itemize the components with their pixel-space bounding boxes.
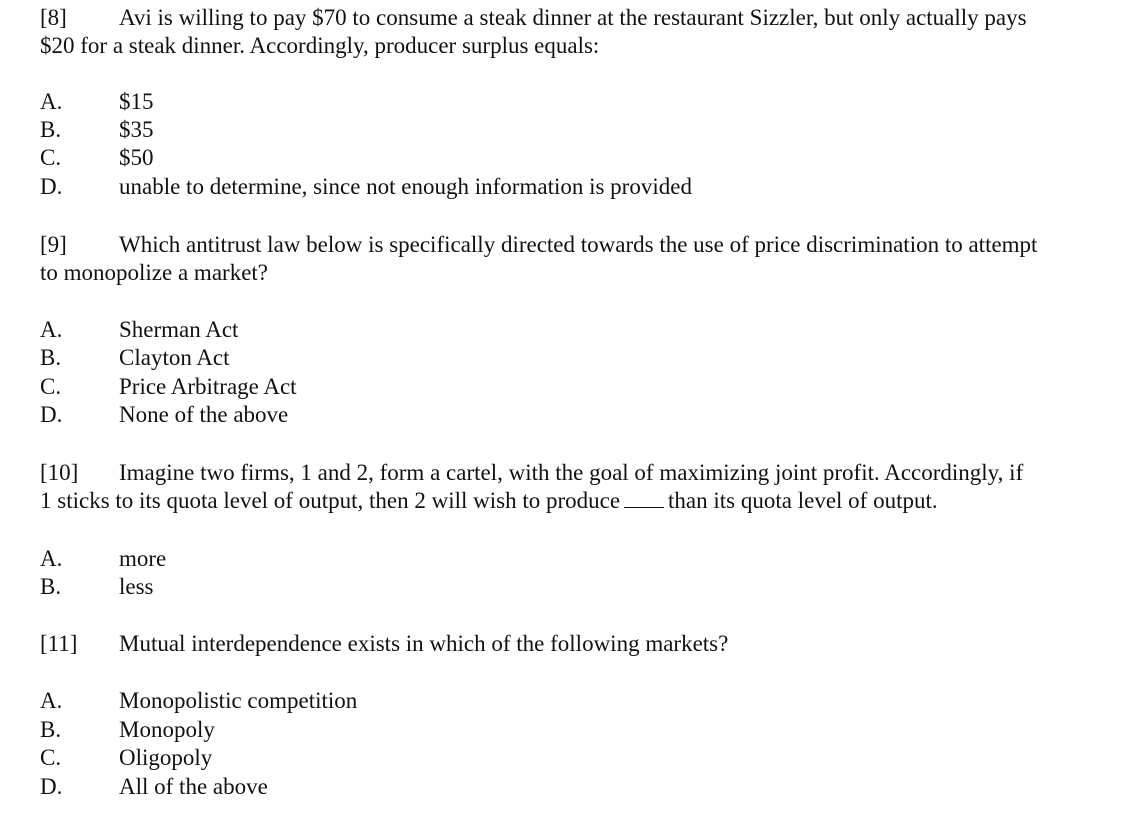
option-text: Monopoly bbox=[119, 717, 215, 742]
question-stem bbox=[40, 459, 1023, 487]
question-number: [11] bbox=[40, 631, 78, 656]
option-letter: C. bbox=[40, 145, 62, 170]
option-text: more bbox=[119, 546, 167, 571]
answer-blank bbox=[624, 489, 664, 508]
question-text-line-2: $20 for a steak dinner. Accordingly, producer surplus equals: bbox=[40, 33, 600, 58]
question-text-line-1: Mutual interdependence exists in which of the following markets? bbox=[119, 631, 729, 656]
question-stem bbox=[40, 231, 1037, 259]
question-number: [10] bbox=[40, 460, 79, 485]
option-text: Clayton Act bbox=[119, 345, 230, 370]
question-text-before-blank: 1 sticks to its quota level of output, then 2 will wish to produce bbox=[40, 488, 621, 513]
option-letter: A. bbox=[40, 546, 63, 571]
question-number: [9] bbox=[40, 232, 67, 257]
option-letter: B. bbox=[40, 117, 62, 142]
option-text: unable to determine, since not enough information is provided bbox=[119, 174, 692, 199]
option-text: Monopolistic competition bbox=[119, 688, 358, 713]
option-text: All of the above bbox=[119, 774, 268, 799]
option-text: Sherman Act bbox=[119, 317, 239, 342]
option-text: $35 bbox=[119, 117, 154, 142]
option-letter: B. bbox=[40, 345, 62, 370]
option-letter: D. bbox=[40, 402, 63, 427]
question-stem bbox=[40, 4, 1027, 32]
option-text: $50 bbox=[119, 145, 154, 170]
option-text: $15 bbox=[119, 89, 154, 114]
question-text-after-blank: than its quota level of output. bbox=[668, 488, 938, 513]
option-letter: D. bbox=[40, 174, 63, 199]
option-text: None of the above bbox=[119, 402, 289, 427]
question-text-line-1: Which antitrust law below is specifically directed towards the use of price discrimination to attempt bbox=[119, 232, 1038, 257]
question-number: [8] bbox=[40, 5, 67, 30]
option-text: less bbox=[119, 574, 154, 599]
option-letter: C. bbox=[40, 374, 62, 399]
option-letter: B. bbox=[40, 574, 62, 599]
option-letter: D. bbox=[40, 774, 63, 799]
option-letter: A. bbox=[40, 89, 63, 114]
question-stem bbox=[40, 630, 728, 658]
option-text: Price Arbitrage Act bbox=[119, 374, 297, 399]
question-text-line-2 bbox=[40, 487, 938, 515]
question-text-line-1: Imagine two firms, 1 and 2, form a cartel, with the goal of maximizing joint profit. Accordingly, if bbox=[119, 460, 1024, 485]
option-text: Oligopoly bbox=[119, 745, 213, 770]
option-letter: B. bbox=[40, 717, 62, 742]
question-text-line-2: to monopolize a market? bbox=[40, 260, 269, 285]
option-letter: A. bbox=[40, 688, 63, 713]
option-letter: A. bbox=[40, 317, 63, 342]
question-text-line-1: Avi is willing to pay $70 to consume a steak dinner at the restaurant Sizzler, but only actually pays bbox=[119, 5, 1027, 30]
option-letter: C. bbox=[40, 745, 62, 770]
